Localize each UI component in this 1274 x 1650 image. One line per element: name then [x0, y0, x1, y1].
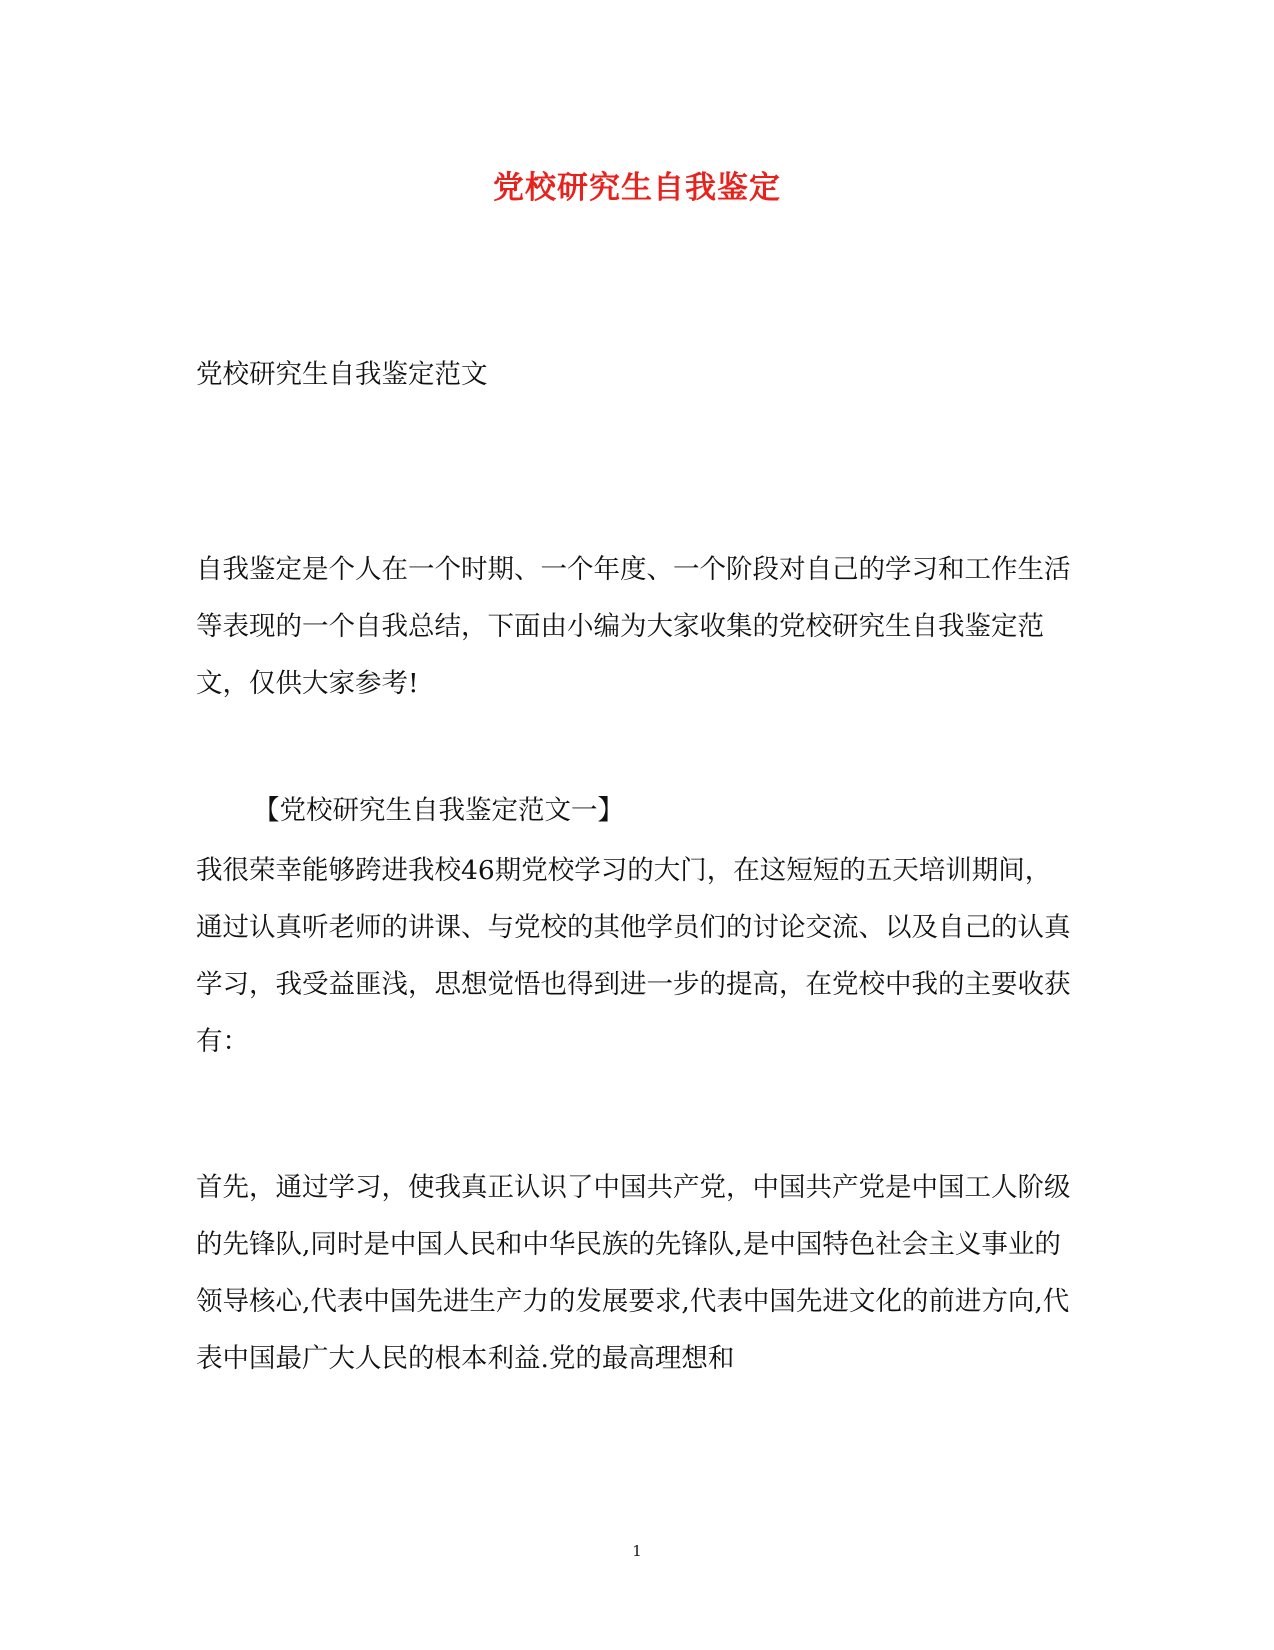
intro-paragraph: 自我鉴定是个人在一个时期、一个年度、一个阶段对自己的学习和工作生活等表现的一个自我总结，下面由小编为大家收集的党校研究生自我鉴定范文，仅供大家参考! [196, 554, 1071, 699]
document-subtitle: 党校研究生自我鉴定范文 [196, 359, 488, 390]
page-number: 1 [632, 1542, 642, 1560]
section-heading: 【党校研究生自我鉴定范文一】 [253, 795, 624, 826]
body-paragraph-1: 我很荣幸能够跨进我校46期党校学习的大门，在这短短的五天培训期间，通过认真听老师的讲课、与党校的其他学员们的讨论交流、以及自己的认真学习，我受益匪浅，思想觉悟也得到进一步的提高，在党校中我的主要收获有： [196, 855, 1071, 1057]
body-paragraph-2: 首先，通过学习，使我真正认识了中国共产党，中国共产党是中国工人阶级的先锋队,同时是中国人民和中华民族的先锋队,是中国特色社会主义事业的领导核心,代表中国先进生产力的发展要求,代表中国先进文化的前进方向,代表中国最广大人民的根本利益.党的最高理想和 [196, 1172, 1071, 1374]
page-title: 党校研究生自我鉴定 [493, 170, 781, 206]
